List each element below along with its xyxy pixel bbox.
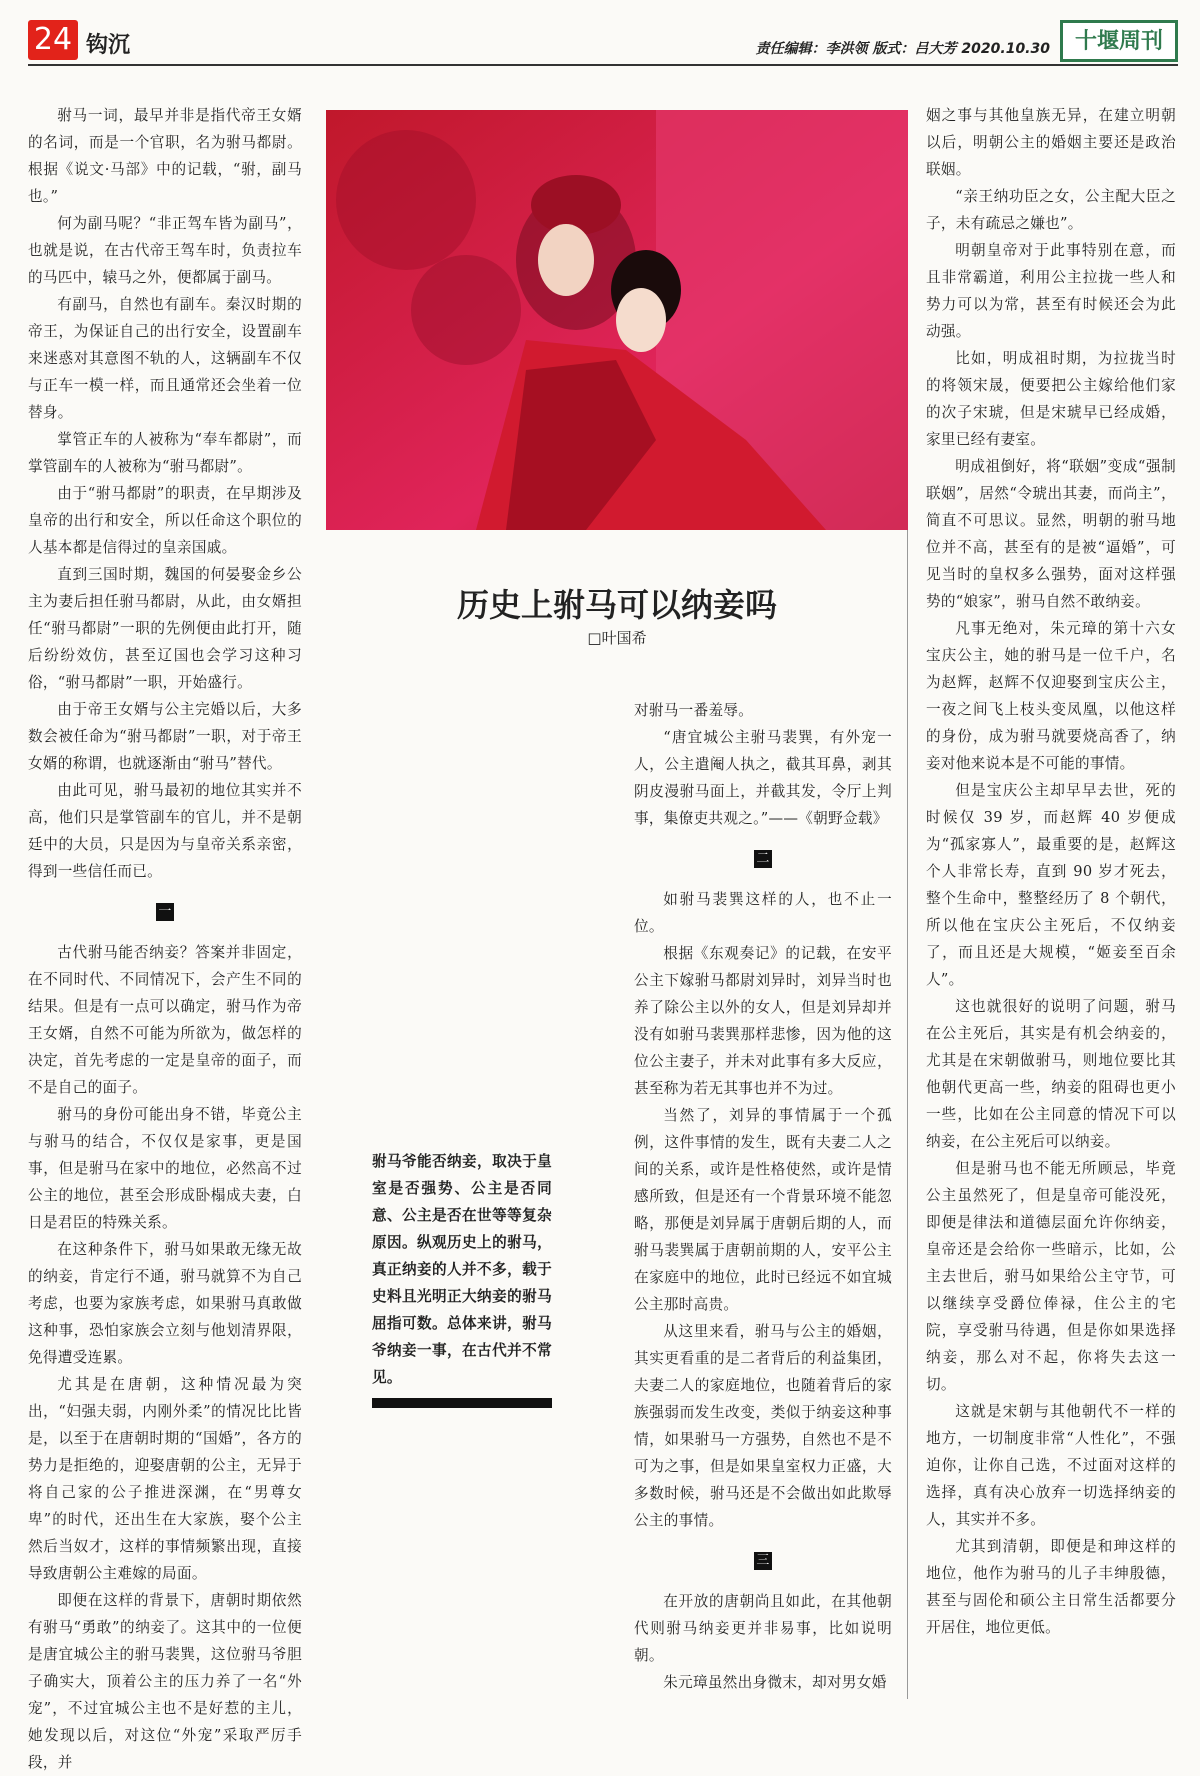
article-author: □叶国希 xyxy=(587,629,647,647)
column-divider xyxy=(907,530,908,1699)
paragraph: 何为副马呢？“非正驾车皆为副马”，也就是说，在古代帝王驾车时，负责拉车的马匹中，辕马之外，便都属于副马。 xyxy=(28,215,302,286)
paragraph: 即便在这样的背景下，唐朝时期依然有驸马“勇敢”的纳妾了。这其中的一位便是唐宜城公主的驸马裴巽，这位驸马爷胆子确实大，顶着公主的压力养了一名“外宠”，不过宜城公主也不是好惹的主儿，她发现以后，对这位“外宠”采取严厉手段，并 xyxy=(28,1592,302,1771)
summary-box: 驸马爷能否纳妾，取决于皇室是否强势、公主是否同意、公主是否在世等等复杂原因。纵观历史上的驸马，真正纳妾的人并不多，载于史料且光明正大纳妾的驸马屈指可数。总体来讲，驸马爷纳妾一事，在古代并不常见。 xyxy=(372,1153,552,1386)
column-4 xyxy=(926,102,1176,1641)
summary-bar xyxy=(372,1398,552,1408)
column-1-paras-b xyxy=(28,939,302,1776)
paragraph: 根据《东观奏记》的记载，在安平公主下嫁驸马都尉刘异时，刘异当时也养了除公主以外的女人，但是刘异却并没有如驸马裴巽那样悲惨，因为他的这位公主妻子，并未对此事有多大反应，甚至称为若无其事也并不为过。 xyxy=(634,945,892,1097)
column-3 xyxy=(634,697,892,1696)
paragraph: 比如，明成祖时期，为拉拢当时的将领宋晟，便要把公主嫁给他们家的次子宋琥，但是宋琥早已经成婚，家里已经有妻室。 xyxy=(926,350,1176,448)
paragraph: 尤其是在唐朝，这种情况最为突出，“妇强夫弱，内刚外柔”的情况比比皆是，以至于在唐朝时期的“国婚”，各方的势力是拒绝的，迎娶唐朝的公主，无异于将自己家的公子推进深渊，在“男尊女卑”的时代，还出生在大家族，娶个公主然后当奴才，这样的事情频繁出现，直接导致唐朝公主难嫁的局面。 xyxy=(28,1376,302,1582)
section-marker-2: 二 xyxy=(754,850,772,868)
paragraph: 但是宝庆公主却早早去世，死的时候仅 39 岁，而赵辉 40 岁便成为“孤家寡人”，最重要的是，赵辉这个人非常长寿，直到 90 岁才死去，整个生命中，整整经历了 8 个朝代，所以他在宝庆公主死后，不仅纳妾了，而且还是大规模，“姬妾至百余人”。 xyxy=(926,782,1176,988)
section-marker-1: 一 xyxy=(156,903,174,921)
paragraph: “亲王纳功臣之女，公主配大臣之子，未有疏忌之嫌也”。 xyxy=(926,188,1176,232)
column-1 xyxy=(28,102,302,1776)
paragraph: 朱元璋虽然出身微末，却对男女婚 xyxy=(663,1674,887,1691)
paragraph: 姻之事与其他皇族无异，在建立明朝以后，明朝公主的婚姻主要还是政治联姻。 xyxy=(926,107,1176,178)
section-marker-3: 三 xyxy=(754,1552,772,1570)
paragraph: 掌管正车的人被称为“奉车都尉”，而掌管副车的人被称为“驸马都尉”。 xyxy=(28,431,302,475)
paragraph: 这就是宋朝与其他朝代不一样的地方，一切制度非常“人性化”，不强迫你，让你自己选，不过面对这样的选择，真有决心放弃一切选择纳妾的人，其实并不多。 xyxy=(926,1403,1176,1528)
paragraph: 直到三国时期，魏国的何晏娶金乡公主为妻后担任驸马都尉，从此，由女婿担任“驸马都尉”一职的先例便由此打开，随后纷纷效仿，甚至辽国也会学习这种习俗，“驸马都尉”一职，开始盛行。 xyxy=(28,566,302,691)
article-title: 历史上驸马可以纳妾吗 xyxy=(456,586,777,624)
paragraph: 明成祖倒好，将“联姻”变成“强制联姻”，居然“令琥出其妻，而尚主”，简直不可思议。显然，明朝的驸马地位并不高，甚至有的是被“逼婚”，可见当时的皇权多么强势，面对这样强势的“娘家”，驸马自然不敢纳妾。 xyxy=(926,458,1176,610)
paragraph: 有副马，自然也有副车。秦汉时期的帝王，为保证自己的出行安全，设置副车来迷惑对其意图不轨的人，这辆副车不仅与正车一模一样，而且通常还会坐着一位替身。 xyxy=(28,296,302,421)
paragraph: 明朝皇帝对于此事特别在意，而且非常霸道，利用公主拉拢一些人和势力可以为常，甚至有时候还会为此动强。 xyxy=(926,242,1176,340)
paragraph: 古代驸马能否纳妾？答案并非固定，在不同时代、不同情况下，会产生不同的结果。但是有一点可以确定，驸马作为帝王女婿，自然不可能为所欲为，做怎样的决定，首先考虑的一定是皇帝的面子，而不是自己的面子。 xyxy=(28,944,302,1096)
column-4-paras xyxy=(926,102,1176,1641)
paragraph: 由于“驸马都尉”的职责，在早期涉及皇帝的出行和安全，所以任命这个职位的人基本都是信得过的皇亲国戚。 xyxy=(28,485,302,556)
paragraph: 对驸马一番羞辱。 xyxy=(634,702,754,719)
credits-line: 责任编辑：李洪领 版式：吕大芳 2020.10.30 xyxy=(755,41,1050,57)
page-header xyxy=(28,20,1178,60)
paragraph: 由于帝王女婿与公主完婚以后，大多数会被任命为“驸马都尉”一职，对于帝王女婿的称谓，也就逐渐由“驸马”替代。 xyxy=(28,701,302,772)
column-3-paras-b xyxy=(634,886,892,1534)
column-1-paras xyxy=(28,102,302,885)
masthead-logo: 十堰周刊 xyxy=(1060,20,1178,62)
paragraph: 驸马一词，最早并非是指代帝王女婿的名词，而是一个官职，名为驸马都尉。根据《说文·马部》中的记载，“驸，副马也。” xyxy=(28,107,302,205)
paragraph: 由此可见，驸马最初的地位其实并不高，他们只是掌管副车的官儿，并不是朝廷中的大员，只是因为与皇帝关系亲密，得到一些信任而已。 xyxy=(28,782,302,880)
paragraph: 凡事无绝对，朱元璋的第十六女宝庆公主，她的驸马是一位千户，名为赵辉，赵辉不仅迎娶到宝庆公主，一夜之间飞上枝头变凤凰，以他这样的身份，成为驸马就要烧高香了，纳妾对他来说本是不可能的事情。 xyxy=(926,620,1176,772)
column-3-paras xyxy=(634,697,892,832)
paragraph: “唐宜城公主驸马裴巽，有外宠一人，公主遣阉人执之，截其耳鼻，剥其阴皮漫驸马面上，并截其发，令厅上判事，集僚吏共观之。”——《朝野佥载》 xyxy=(634,729,892,827)
page-number: 24 xyxy=(28,20,78,60)
paragraph: 尤其到清朝，即便是和珅这样的地位，他作为驸马的儿子丰绅殷德，甚至与固伦和硕公主日常生活都要分开居住，地位更低。 xyxy=(926,1538,1176,1636)
wedding-couple-image xyxy=(326,110,908,530)
paragraph: 但是驸马也不能无所顾忌，毕竟公主虽然死了，但是皇帝可能没死，即便是律法和道德层面允许你纳妾，皇帝还是会给你一些暗示，比如，公主去世后，驸马如果给公主守节，可以继续享受爵位俸禄，住公主的宅院，享受驸马待遇，但是你如果选择纳妾，那么对不起，你将失去这一切。 xyxy=(926,1160,1176,1393)
header-rule xyxy=(28,64,1178,66)
paragraph: 在开放的唐朝尚且如此，在其他朝代则驸马纳妾更并非易事，比如说明朝。 xyxy=(634,1593,892,1664)
paragraph: 驸马的身份可能出身不错，毕竟公主与驸马的结合，不仅仅是家事，更是国事，但是驸马在家中的地位，必然高不过公主的地位，甚至会形成卧榻成夫妻，白日是君臣的特殊关系。 xyxy=(28,1106,302,1231)
paragraph: 在这种条件下，驸马如果敢无缘无故的纳妾，肯定行不通，驸马就算不为自己考虑，也要为家族考虑，如果驸马真敢做这种事，恐怕家族会立刻与他划清界限，免得遭受连累。 xyxy=(28,1241,302,1366)
paragraph: 如驸马裴巽这样的人，也不止一位。 xyxy=(634,891,892,935)
column-3-paras-c xyxy=(634,1588,892,1696)
paragraph: 从这里来看，驸马与公主的婚姻，其实更看重的是二者背后的利益集团，夫妻二人的家庭地位，也随着背后的家族强弱而发生改变，类似于纳妾这种事情，如果驸马一方强势，自然也不是不可为之事，但是如果皇室权力正盛，大多数时候，驸马还是不会做出如此欺辱公主的事情。 xyxy=(634,1323,892,1529)
paragraph: 这也就很好的说明了问题，驸马在公主死后，其实是有机会纳妾的，尤其是在宋朝做驸马，则地位要比其他朝代更高一些，纳妾的阻碍也更小一些，比如在公主同意的情况下可以纳妾，在公主死后可以纳妾。 xyxy=(926,998,1176,1150)
article-photo xyxy=(326,110,908,530)
paragraph: 当然了，刘异的事情属于一个孤例，这件事情的发生，既有夫妻二人之间的关系，或许是性格使然，或许是情感所致，但是还有一个背景环境不能忽略，那便是刘异属于唐朝后期的人，而驸马裴巽属于唐朝前期的人，安平公主在家庭中的地位，此时已经远不如宜城公主那时高贵。 xyxy=(634,1107,892,1313)
section-name: 钩沉 xyxy=(86,33,131,58)
